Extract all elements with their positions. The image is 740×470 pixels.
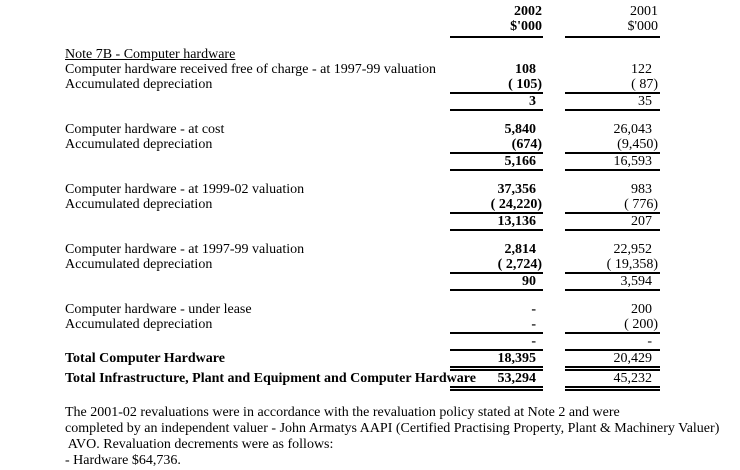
row-label: Accumulated depreciation [65, 317, 213, 332]
row-label: Computer hardware - at 1999-02 valuation [65, 182, 305, 197]
value-2002: 108 [515, 62, 536, 77]
value-2001: (9,450) [565, 137, 660, 154]
value-2001: 20,429 [565, 351, 660, 371]
revaluation-footnote [65, 405, 740, 469]
section-gap [65, 231, 740, 242]
value-2001: 22,952 [613, 242, 652, 257]
subtotal-row [65, 334, 740, 351]
row-label: Accumulated depreciation [65, 77, 213, 92]
value-2001: 16,593 [565, 154, 660, 171]
row-label [65, 214, 450, 231]
footnote-line: completed by an independent valuer - John Armatys AAPI (Certified Practising Property, Plant & Machinery Valuer) [65, 421, 720, 436]
value-2001: ( 19,358) [565, 257, 660, 274]
value-2002: - [531, 302, 536, 317]
total-computer-hardware-row [65, 351, 740, 371]
subtotal-row [65, 94, 740, 111]
table-row [65, 137, 740, 154]
table-row [65, 197, 740, 214]
value-2002: 2,814 [504, 242, 536, 257]
row-label: Computer hardware - under lease [65, 302, 252, 317]
unit-2002-header: $'000 [450, 19, 543, 38]
value-2002: ( 105) [450, 77, 543, 94]
value-2002: - [450, 334, 543, 351]
value-2001: ( 776) [565, 197, 660, 214]
row-label: Accumulated depreciation [65, 137, 213, 152]
value-2001: 35 [565, 94, 660, 111]
total-infrastructure-row [65, 371, 740, 391]
row-label [65, 334, 450, 351]
row-label [65, 154, 450, 171]
empty-cell [565, 47, 660, 62]
table-row [65, 77, 740, 94]
year-2001-header: 2001 [630, 4, 658, 19]
row-label: Total Computer Hardware [65, 351, 225, 366]
table-row [65, 302, 740, 317]
value-2002: 53,294 [450, 371, 543, 391]
column-year-header [65, 4, 740, 19]
table-row [65, 122, 740, 137]
table-row [65, 242, 740, 257]
empty-cell [450, 47, 543, 62]
row-label [65, 94, 450, 111]
value-2001: 45,232 [565, 371, 660, 391]
spacer-cell [65, 19, 450, 38]
section-gap [65, 111, 740, 122]
row-label: Total Infrastructure, Plant and Equipment and Computer Hardware [65, 371, 476, 386]
value-2002: 3 [450, 94, 543, 111]
year-2002-header: 2002 [514, 4, 542, 19]
section-gap [65, 38, 740, 47]
note-title-row [65, 47, 740, 62]
footnote-line: AVO. Revaluation decrements were as follows: [65, 437, 334, 452]
value-2002: 13,136 [450, 214, 543, 231]
value-2002: 18,395 [450, 351, 543, 371]
subtotal-row [65, 274, 740, 291]
section-gap [65, 291, 740, 302]
subtotal-row [65, 154, 740, 171]
value-2002: ( 2,724) [450, 257, 543, 274]
value-2001: 122 [631, 62, 652, 77]
table-row [65, 317, 740, 334]
value-2001: ( 200) [565, 317, 660, 334]
value-2002: 5,840 [504, 122, 536, 137]
row-label: Accumulated depreciation [65, 197, 213, 212]
row-label: Computer hardware - at cost [65, 122, 225, 137]
value-2002: - [450, 317, 543, 334]
value-2002: 90 [450, 274, 543, 291]
note-title: Note 7B - Computer hardware [65, 47, 236, 62]
value-2001: - [565, 334, 660, 351]
table-row [65, 182, 740, 197]
value-2001: ( 87) [565, 77, 660, 94]
table-row [65, 62, 740, 77]
table-row [65, 257, 740, 274]
value-2002: 37,356 [497, 182, 536, 197]
value-2001: 200 [631, 302, 652, 317]
value-2002: (674) [450, 137, 543, 154]
value-2001: 26,043 [613, 122, 652, 137]
column-unit-header [65, 19, 740, 38]
value-2002: 5,166 [450, 154, 543, 171]
row-label: Computer hardware - at 1997-99 valuation [65, 242, 305, 257]
value-2001: 3,594 [565, 274, 660, 291]
section-gap [65, 171, 740, 182]
spacer-cell [65, 4, 450, 19]
row-label [65, 274, 450, 291]
row-label: Computer hardware received free of charge - at 1997-99 valuation [65, 62, 436, 77]
footnote-line: The 2001-02 revaluations were in accordance with the revaluation policy stated at Note 2 and were [65, 405, 620, 420]
value-2001: 983 [631, 182, 652, 197]
value-2002: ( 24,220) [450, 197, 543, 214]
subtotal-row [65, 214, 740, 231]
unit-2001-header: $'000 [565, 19, 660, 38]
row-label: Accumulated depreciation [65, 257, 213, 272]
value-2001: 207 [565, 214, 660, 231]
footnote-line: - Hardware $64,736. [65, 453, 181, 468]
